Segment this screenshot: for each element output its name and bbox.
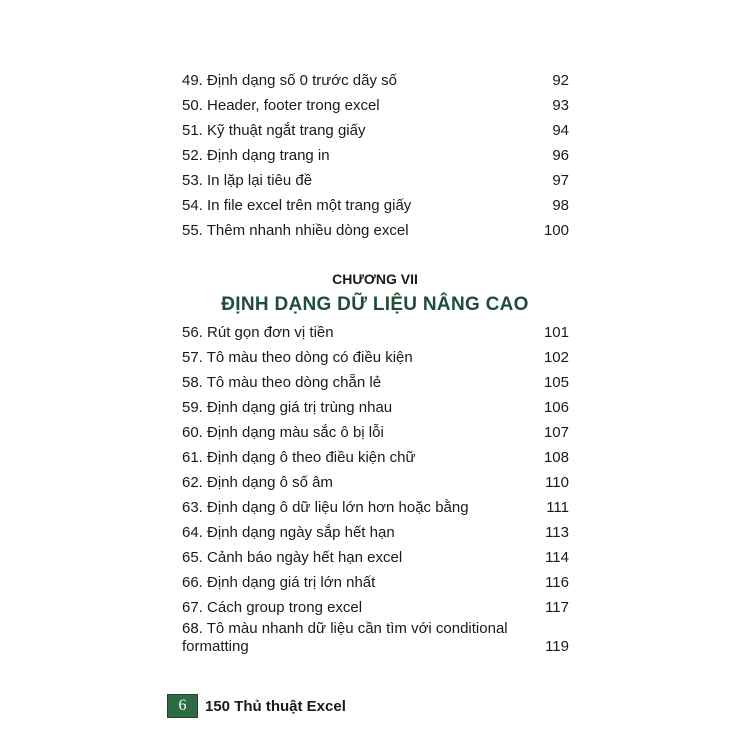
toc-entry [182, 93, 569, 118]
toc-entry-page: 102 [543, 349, 569, 366]
toc-entry [182, 143, 569, 168]
toc-entry [182, 193, 569, 218]
toc-entry [182, 370, 569, 395]
toc-entry [182, 68, 569, 93]
toc-entry-page: 108 [543, 449, 569, 466]
toc-entry [182, 445, 569, 470]
toc-entry [182, 168, 569, 193]
toc-entry-page: 92 [552, 72, 569, 89]
toc-entry [182, 470, 569, 495]
toc-entry [182, 218, 569, 243]
toc-entry-title: 62. Định dạng ô số âm [182, 474, 333, 491]
toc-entry-title: 61. Định dạng ô theo điều kiện chữ [182, 449, 416, 466]
toc-entry-title: 57. Tô màu theo dòng có điều kiện [182, 349, 413, 366]
toc-entry-page: 111 [546, 499, 569, 516]
toc-entry [182, 320, 569, 345]
toc-entry-page: 119 [545, 638, 569, 655]
toc-entry-title: 49. Định dạng số 0 trước dãy số [182, 72, 397, 89]
toc-entry-title: 52. Định dạng trang in [182, 147, 330, 164]
toc-entry [182, 495, 569, 520]
toc-entry-page: 100 [543, 222, 569, 239]
toc-entry [182, 345, 569, 370]
toc-entry-title: 59. Định dạng giá trị trùng nhau [182, 399, 393, 416]
toc-entry-title: 67. Cách group trong excel [182, 599, 363, 616]
toc-entry-page: 110 [545, 474, 569, 491]
toc-entry [182, 395, 569, 420]
toc-entry-title: 64. Định dạng ngày sắp hết hạn [182, 524, 395, 541]
toc-entry-title: 68. Tô màu nhanh dữ liệu cần tìm với conditional formatting [182, 620, 508, 655]
toc-entry-title: 55. Thêm nhanh nhiều dòng excel [182, 222, 409, 239]
toc-entry-page: 107 [543, 424, 569, 441]
toc-entry-title: 50. Header, footer trong excel [182, 97, 380, 114]
toc-list-chapter-7 [182, 320, 569, 656]
toc-entry-page: 116 [545, 574, 569, 591]
chapter-title: ĐỊNH DẠNG DỮ LIỆU NÂNG CAO [221, 294, 529, 315]
toc-entry-title: 60. Định dạng màu sắc ô bị lỗi [182, 424, 384, 441]
toc-entry-page: 117 [545, 599, 569, 616]
page-number-badge: 6 [167, 694, 198, 718]
toc-entry-page: 98 [552, 197, 569, 214]
toc-entry-title: 56. Rút gọn đơn vị tiền [182, 324, 334, 341]
toc-entry-title: 66. Định dạng giá trị lớn nhất [182, 574, 376, 591]
toc-entry-page: 96 [552, 147, 569, 164]
toc-list-top [182, 68, 569, 243]
page-footer [167, 694, 346, 718]
toc-entry-title: 53. In lặp lại tiêu đề [182, 172, 313, 189]
toc-entry-title: 63. Định dạng ô dữ liệu lớn hơn hoặc bằng [182, 499, 469, 516]
toc-entry [182, 595, 569, 620]
toc-entry [182, 420, 569, 445]
toc-entry-title: 54. In file excel trên một trang giấy [182, 197, 412, 214]
toc-entry [182, 520, 569, 545]
toc-entry-page: 101 [543, 324, 569, 341]
toc-entry-page: 105 [543, 374, 569, 391]
toc-entry-title: 58. Tô màu theo dòng chẵn lẻ [182, 374, 382, 391]
toc-entry [182, 570, 569, 595]
toc-entry [182, 118, 569, 143]
toc-entry [182, 545, 569, 570]
toc-entry-page: 114 [545, 549, 569, 566]
toc-entry-title: 65. Cảnh báo ngày hết hạn excel [182, 549, 403, 566]
toc-entry-page: 93 [552, 97, 569, 114]
toc-entry-title: 51. Kỹ thuật ngắt trang giấy [182, 122, 366, 139]
book-title: 150 Thủ thuật Excel [205, 697, 346, 715]
toc-entry-page: 113 [545, 524, 569, 541]
toc-entry [182, 620, 569, 656]
toc-entry-page: 94 [552, 122, 569, 139]
toc-entry-page: 106 [543, 399, 569, 416]
chapter-number: CHƯƠNG VII [332, 271, 418, 287]
toc-entry-page: 97 [552, 172, 569, 189]
